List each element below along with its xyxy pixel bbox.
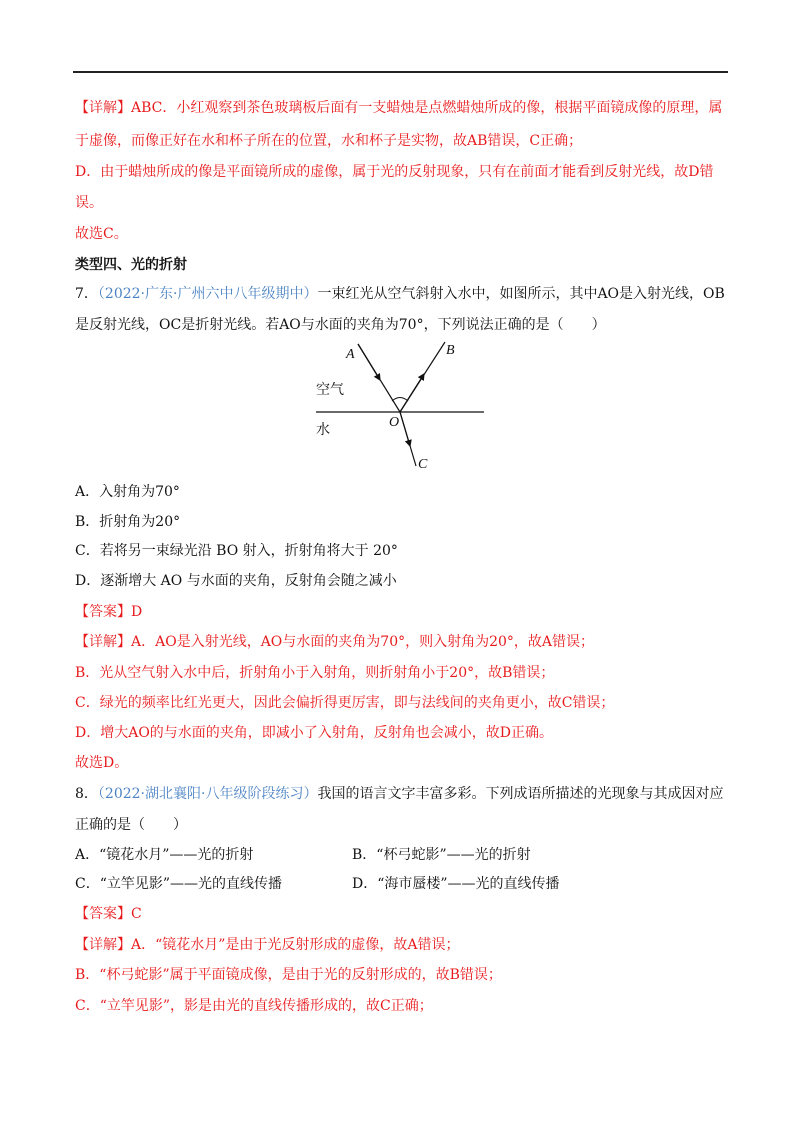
q7-analysis-line-2: B．光从空气射入水中后，折射角小于入射角，则折射角小于20°，故B错误；: [75, 665, 555, 681]
q7-option-a: A．入射角为70°: [75, 484, 180, 500]
prev-analysis-line-1: 【详解】ABC．小红观察到茶色玻璃板后面有一支蜡烛是点燃蜡烛所成的像，根据平面镜成像的原理，属: [75, 100, 723, 116]
q8-stem-line-2: 正确的是（ ）: [75, 817, 187, 833]
prev-analysis-line-3: D．由于蜡烛所成的像是平面镜所成的虚像，属于光的反射现象，只有在前面才能看到反射光线，故D错: [75, 164, 714, 180]
q8-stem-text-1: 我国的语言文字丰富多彩。下列成语所描述的光现象与其成因对应: [317, 786, 724, 802]
q7-stem-line-1: [75, 284, 725, 304]
q8-number: 8．: [75, 786, 98, 802]
prev-analysis-line-2: 于虚像，而像正好在水和杯子所在的位置，水和杯子是实物，故AB错误，C正确；: [75, 133, 583, 149]
q7-analysis-line-4: D．增大AO的与水面的夹角，即减小了入射角，反射角也会减小，故D正确。: [75, 725, 554, 741]
q7-source: （2022·广东·广州六中八年级期中）: [97, 286, 318, 302]
q7-conclusion: 故选D。: [75, 755, 129, 771]
q8-option-c: C．“立竿见影”——光的直线传播: [75, 876, 283, 892]
q8-option-b: B．“杯弓蛇影”——光的折射: [352, 847, 531, 863]
q7-option-c: C．若将另一束绿光沿 BO 射入，折射角将大于 20°: [75, 543, 398, 559]
angle-arc: [392, 398, 408, 402]
q7-analysis-line-3: C．绿光的频率比红光更大，因此会偏折得更厉害，即与法线间的夹角更小，故C错误；: [75, 695, 615, 711]
q7-number: 7．: [75, 286, 98, 302]
reflected-ray-arrow: [400, 374, 424, 412]
q8-source: （2022·湖北襄阳·八年级阶段练习）: [97, 786, 318, 802]
q8-answer: 【答案】C: [75, 906, 142, 922]
prev-conclusion: 故选C。: [75, 226, 128, 242]
q8-option-a: A．“镜花水月”——光的折射: [75, 847, 254, 863]
q7-option-d: D．逐渐增大 AO 与水面的夹角，反射角会随之减小: [75, 573, 397, 589]
prev-analysis-line-4: 误。: [75, 195, 103, 211]
q7-answer: 【答案】D: [75, 604, 143, 620]
q8-stem-line-1: [75, 784, 723, 804]
label-air: 空气: [316, 382, 344, 398]
label-o: O: [389, 415, 400, 430]
q7-option-b: B．折射角为20°: [75, 514, 181, 530]
refraction-diagram: [300, 336, 500, 476]
q8-option-d: D．“海市蜃楼”——光的直线传播: [352, 876, 560, 892]
q8-analysis-line-3: C．“立竿见影”，影是由光的直线传播形成的，故C正确；: [75, 998, 433, 1014]
q8-analysis-line-2: B．“杯弓蛇影”属于平面镜成像，是由于光的反射形成的，故B错误；: [75, 967, 502, 983]
label-a: A: [346, 347, 355, 362]
q7-stem-text-1: 一束红光从空气斜射入水中，如图所示，其中AO是入射光线，OB: [317, 286, 725, 302]
label-water: 水: [316, 422, 330, 438]
incident-ray-arrow: [358, 344, 380, 380]
q8-analysis-line-1: 【详解】A．“镜花水月”是由于光反射形成的虚像，故A错误；: [75, 937, 460, 953]
header-rule: [73, 71, 728, 73]
section-title: 类型四、光的折射: [75, 257, 187, 273]
q7-analysis-line-1: 【详解】A．AO是入射光线，AO与水面的夹角为70°，则入射角为20°，故A错误；: [75, 634, 595, 650]
label-b: B: [446, 343, 455, 358]
q7-stem-line-2: 是反射光线，OC是折射光线。若AO与水面的夹角为70°，下列说法正确的是（ ）: [75, 317, 606, 333]
refracted-ray-arrow: [400, 412, 410, 446]
label-c: C: [418, 457, 428, 472]
